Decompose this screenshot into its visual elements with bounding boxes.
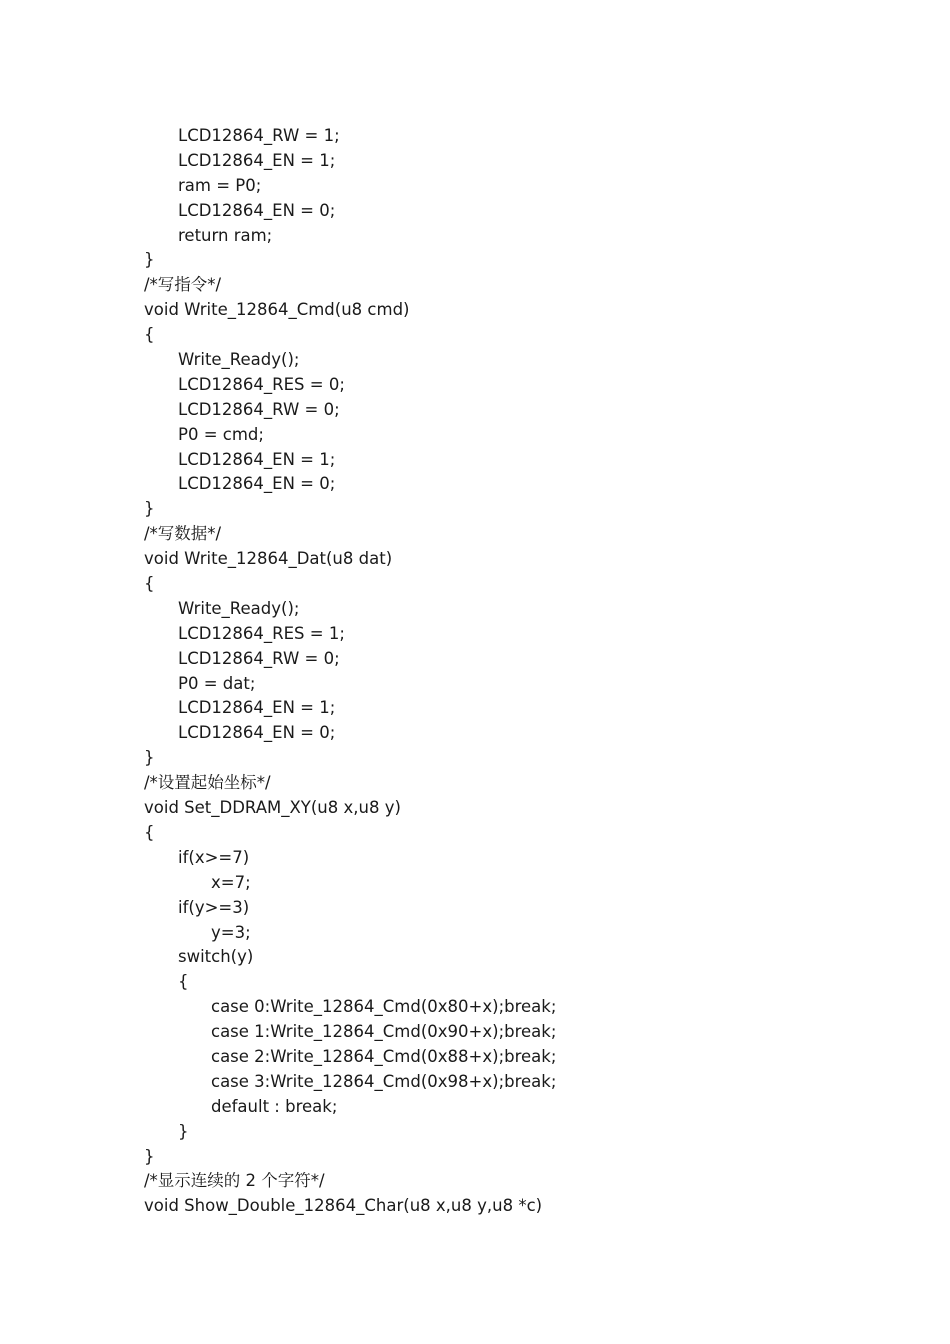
code-line: }: [178, 1121, 189, 1141]
code-line: if(y>=3): [178, 897, 250, 917]
code-line: /*写指令*/: [144, 275, 222, 295]
code-line: LCD12864_RES = 1;: [178, 623, 345, 643]
code-line: if(x>=7): [178, 847, 250, 867]
code-line: /*显示连续的 2 个字符*/: [144, 1171, 325, 1191]
code-line: /*设置起始坐标*/: [144, 773, 271, 793]
code-line: LCD12864_RW = 0;: [178, 399, 340, 419]
code-line: default : break;: [211, 1096, 338, 1116]
code-line: x=7;: [211, 872, 251, 892]
code-line: LCD12864_RW = 1;: [178, 126, 340, 145]
code-line: LCD12864_RES = 0;: [178, 374, 345, 394]
code-line: LCD12864_EN = 1;: [178, 150, 336, 170]
code-line: void Write_12864_Dat(u8 dat): [144, 549, 393, 569]
code-line: case 3:Write_12864_Cmd(0x98+x);break;: [211, 1071, 557, 1091]
code-line: case 0:Write_12864_Cmd(0x80+x);break;: [211, 997, 557, 1017]
code-line: case 2:Write_12864_Cmd(0x88+x);break;: [211, 1046, 557, 1066]
code-line: P0 = cmd;: [178, 424, 264, 444]
code-line: void Set_DDRAM_XY(u8 x,u8 y): [144, 798, 401, 818]
code-line: LCD12864_RW = 0;: [178, 648, 340, 668]
code-line: Write_Ready();: [178, 598, 300, 618]
code-line: {: [144, 574, 155, 594]
code-line: switch(y): [178, 947, 254, 967]
code-line: void Write_12864_Cmd(u8 cmd): [144, 300, 410, 320]
code-line: ram = P0;: [178, 175, 262, 195]
code-line: LCD12864_EN = 0;: [178, 474, 336, 494]
code-listing: [144, 124, 556, 1219]
code-line: LCD12864_EN = 0;: [178, 200, 336, 220]
code-line: {: [144, 822, 155, 842]
code-line: }: [144, 250, 155, 270]
code-line: y=3;: [211, 922, 251, 942]
code-line: {: [144, 325, 155, 345]
code-line: }: [144, 1146, 155, 1166]
code-line: }: [144, 499, 155, 519]
code-line: LCD12864_EN = 1;: [178, 449, 336, 469]
code-line: P0 = dat;: [178, 673, 256, 693]
code-line: return ram;: [178, 225, 273, 245]
code-line: }: [144, 748, 155, 768]
code-line: Write_Ready();: [178, 350, 300, 370]
code-line: void Show_Double_12864_Char(u8 x,u8 y,u8 *c): [144, 1196, 543, 1216]
code-line: case 1:Write_12864_Cmd(0x90+x);break;: [211, 1022, 557, 1042]
code-line: LCD12864_EN = 1;: [178, 698, 336, 718]
code-line: LCD12864_EN = 0;: [178, 723, 336, 743]
code-line: {: [178, 972, 189, 992]
code-line: /*写数据*/: [144, 524, 222, 544]
